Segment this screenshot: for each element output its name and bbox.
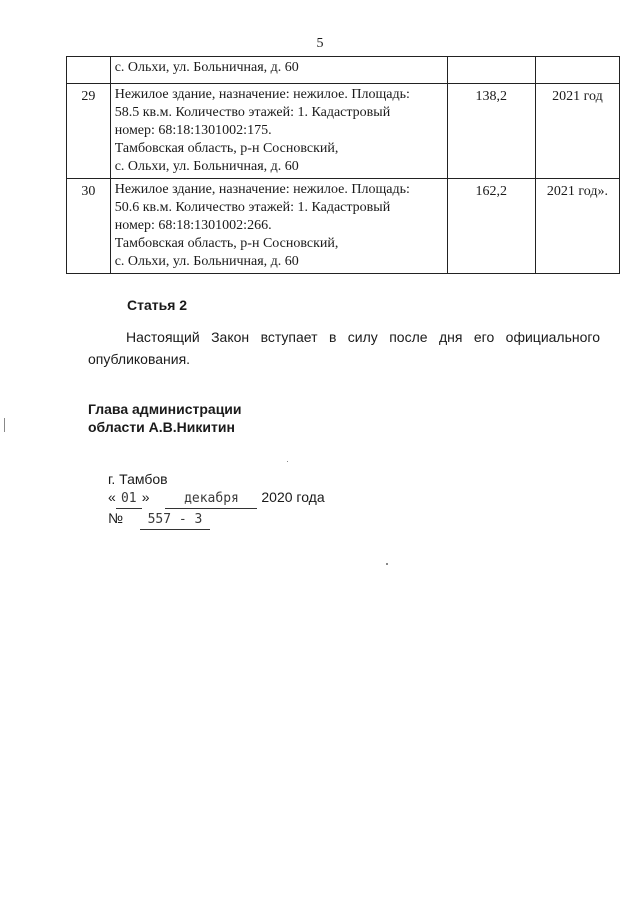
description-line: с. Ольхи, ул. Больничная, д. 60 [114, 159, 299, 174]
row-year: 2021 год». [535, 179, 619, 274]
property-table [66, 56, 620, 274]
row-area [447, 57, 535, 84]
row-number [67, 57, 111, 84]
description-line: Тамбовская область, р-н Сосновский, [114, 236, 339, 251]
close-quote: » [141, 489, 150, 505]
article-body [88, 326, 600, 370]
description-line: 58.5 кв.м. Количество этажей: 1. Кадастровый [114, 105, 391, 120]
description-line: номер: 68:18:1301002:175. [114, 123, 272, 138]
number-line [108, 509, 325, 530]
row-description [110, 57, 447, 84]
row-number: 29 [67, 84, 111, 179]
table-row [67, 57, 620, 84]
scan-speck [287, 461, 288, 462]
document-footer [108, 470, 325, 530]
description-line: номер: 68:18:1301002:266. [114, 218, 272, 233]
table-row [67, 179, 620, 274]
signature-block [88, 400, 242, 436]
row-description [110, 179, 447, 274]
signature-title: Глава администрации [88, 401, 242, 417]
handwritten-day: 01 [116, 490, 142, 509]
handwritten-month: декабря [165, 490, 257, 509]
row-area: 162,2 [447, 179, 535, 274]
row-number: 30 [67, 179, 111, 274]
row-year [535, 57, 619, 84]
row-year: 2021 год [535, 84, 619, 179]
description-line: Нежилое здание, назначение: нежилое. Площадь: [114, 87, 410, 102]
number-label: № [108, 510, 124, 526]
date-line [108, 488, 325, 509]
scan-speck [386, 563, 388, 565]
address-line: с. Ольхи, ул. Больничная, д. 60 [114, 60, 299, 75]
page-number: 5 [316, 36, 324, 51]
table-row [67, 84, 620, 179]
city-name: г. Тамбов [108, 471, 168, 487]
article-heading: Статья 2 [127, 297, 188, 313]
description-line: с. Ольхи, ул. Больничная, д. 60 [114, 254, 299, 269]
article-text-line: опубликования. [88, 351, 191, 367]
handwritten-number: 557 - З [140, 511, 210, 530]
row-description [110, 84, 447, 179]
open-quote: « [108, 489, 116, 505]
article-text-line: Настоящий Закон вступает в силу после дня его официального [126, 329, 600, 345]
description-line: 50.6 кв.м. Количество этажей: 1. Кадастровый [114, 200, 391, 215]
scan-speck [4, 418, 5, 432]
row-area: 138,2 [447, 84, 535, 179]
year-text: 2020 года [261, 489, 325, 505]
description-line: Нежилое здание, назначение: нежилое. Площадь: [114, 182, 410, 197]
description-line: Тамбовская область, р-н Сосновский, [114, 141, 339, 156]
signature-name: области А.В.Никитин [88, 419, 235, 435]
